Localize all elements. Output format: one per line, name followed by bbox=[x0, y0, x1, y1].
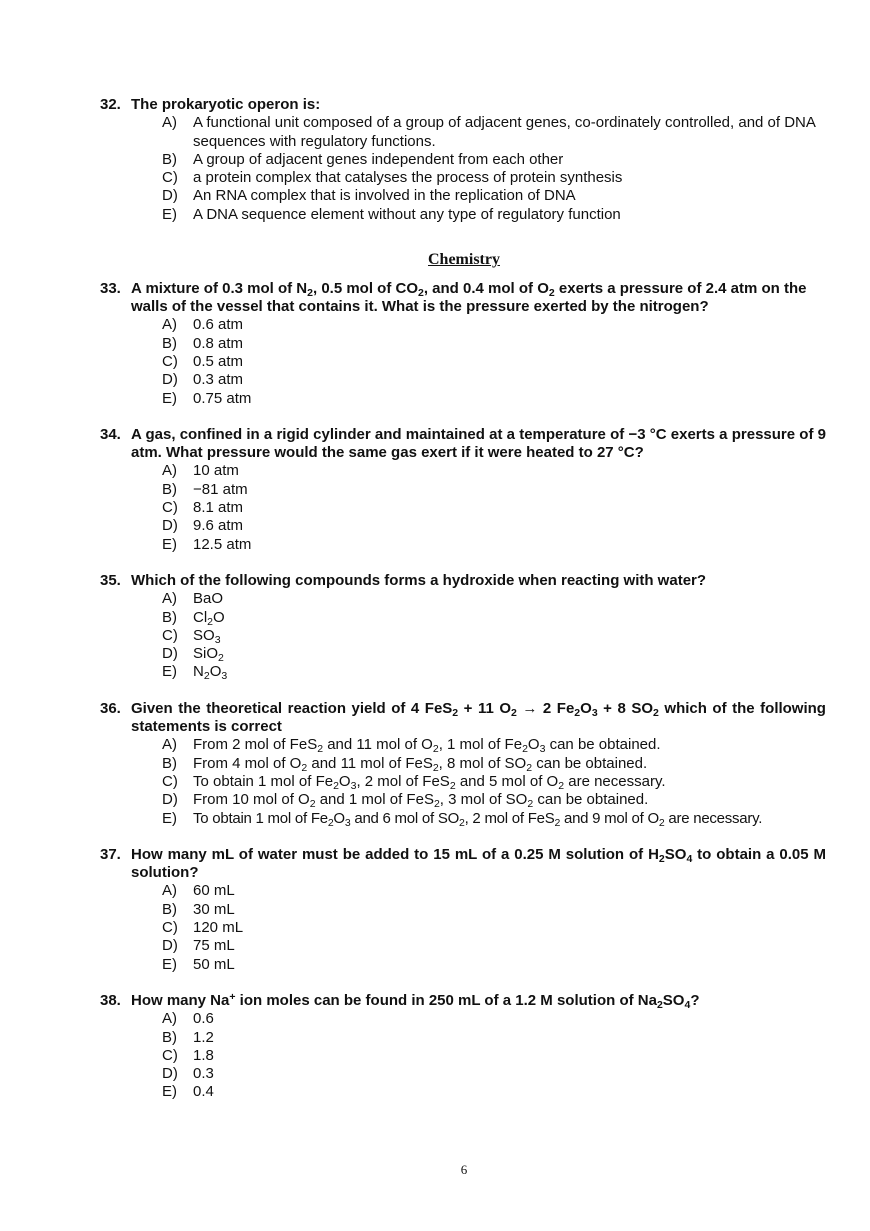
answer-options bbox=[162, 882, 826, 973]
answer-option-d[interactable]: D) SiO$_2$ bbox=[162, 645, 224, 665]
answer-option-e[interactable]: E) To obtain 1 mol of $Fe_2O_3$ and 6 mol of $SO_2$, 2 mol of FeS$_2$ and 9 mol of $O_2$ are necessary. bbox=[162, 809, 763, 829]
answer-option-b[interactable]: B) −81 atm bbox=[162, 480, 248, 498]
answer-option-c[interactable]: C) 8.1 atm bbox=[162, 499, 244, 516]
answer-option-a[interactable]: A) BaO bbox=[162, 590, 224, 608]
answer-option-c[interactable]: C) To obtain 1 mol of $Fe_2O_3$, 2 mol of FeS$_2$ and 5 mol of $O_2$ are necessary. bbox=[162, 773, 666, 792]
answer-option-d[interactable]: D) 9.6 atm bbox=[162, 517, 244, 535]
question-stem bbox=[100, 846, 826, 882]
answer-option-e[interactable]: E) 50 mL bbox=[162, 955, 235, 973]
section-title: Chemistry bbox=[428, 251, 500, 268]
answer-option-a[interactable]: A) 60 mL bbox=[162, 882, 235, 900]
question-number: 38. bbox=[100, 992, 121, 1009]
question-32 bbox=[100, 96, 826, 224]
answer-option-c[interactable]: C) 1.8 bbox=[162, 1046, 214, 1064]
answer-option-e[interactable]: E) A DNA sequence element without any type of regulatory function bbox=[162, 205, 621, 223]
question-number: 33. bbox=[100, 280, 121, 297]
question-stem bbox=[100, 280, 826, 316]
answer-option-a[interactable]: A) A functional unit composed of a group of adjacent genes, co-ordinately controlled, and of DNA sequences with regulatory functions. bbox=[162, 114, 816, 150]
question-stem bbox=[100, 700, 826, 736]
answer-option-e[interactable]: E) 0.4 bbox=[162, 1083, 214, 1101]
question-36 bbox=[100, 700, 826, 828]
answer-option-a[interactable]: A) 10 atm bbox=[162, 462, 239, 480]
answer-option-a[interactable]: A) 0.6 bbox=[162, 1010, 214, 1028]
answer-option-b[interactable]: B) A group of adjacent genes independent from each other bbox=[162, 150, 564, 168]
answer-option-b[interactable]: B) 1.2 bbox=[162, 1028, 214, 1046]
question-stem bbox=[100, 96, 826, 114]
answer-option-d[interactable]: D) 75 mL bbox=[162, 937, 235, 955]
question-number: 32. bbox=[100, 96, 121, 113]
answer-option-c[interactable]: C) 120 mL bbox=[162, 919, 244, 936]
answer-option-d[interactable]: D) 0.3 bbox=[162, 1065, 214, 1083]
answer-options bbox=[162, 590, 826, 681]
question-35 bbox=[100, 572, 826, 682]
question-number: 36. bbox=[100, 700, 121, 717]
question-34 bbox=[100, 426, 826, 554]
answer-option-a[interactable]: A) 0.6 atm bbox=[162, 316, 244, 334]
question-text: How many mL of water must be added to 15 mL of a 0.25 M solution of $H_2SO_4$ to obtain a 0.05 M solution? bbox=[131, 846, 826, 882]
page-number: 6 bbox=[460, 1162, 468, 1177]
question-text: The prokaryotic operon is: bbox=[131, 96, 321, 113]
answer-options bbox=[162, 1010, 826, 1101]
question-number: 34. bbox=[100, 426, 121, 443]
answer-options bbox=[162, 462, 826, 553]
question-37 bbox=[100, 846, 826, 974]
answer-option-a[interactable]: A) From 2 mol of FeS$_2$ and 11 mol of $O_2$, 1 mol of $Fe_2O_3$ can be obtained. bbox=[162, 736, 661, 756]
question-33 bbox=[100, 280, 826, 408]
answer-option-b[interactable]: B) From 4 mol of $O_2$ and 11 mol of FeS$_2$, 8 mol of $SO_2$ can be obtained. bbox=[162, 754, 648, 774]
question-stem bbox=[100, 572, 826, 590]
answer-option-d[interactable]: D) From 10 mol of $O_2$ and 1 mol of FeS$_2$, 3 mol of $SO_2$ can be obtained. bbox=[162, 791, 649, 811]
answer-options bbox=[162, 114, 826, 224]
question-text: Given the theoretical reaction yield of 4 FeS$_2$ + 11 $O_2 \to 2$ $Fe_2O_3 + 8$ $SO_2$ which of the following statements is correct bbox=[131, 700, 826, 736]
answer-option-e[interactable]: E) $N_2O_3$ bbox=[162, 663, 228, 683]
question-text: A mixture of 0.3 mol of $N_2$, 0.5 mol of $CO_2$, and 0.4 mol of $O_2$ exerts a pressure of 2.4 atm on the walls of the vessel that contains it. What is the pressure exerted by the nitrogen? bbox=[131, 280, 807, 316]
answer-option-d[interactable]: D) 0.3 atm bbox=[162, 371, 244, 389]
answer-option-c[interactable]: C) a protein complex that catalyses the process of protein synthesis bbox=[162, 169, 623, 187]
question-text: A gas, confined in a rigid cylinder and maintained at a temperature of −3 °C exerts a pressure of 9 atm. What pressure would the same gas exert if it were heated to 27 °C? bbox=[131, 426, 826, 462]
question-38 bbox=[100, 992, 826, 1102]
question-number: 37. bbox=[100, 846, 121, 863]
answer-option-d[interactable]: D) An RNA complex that is involved in the replication of DNA bbox=[162, 187, 576, 205]
answer-options bbox=[162, 316, 826, 407]
question-text: Which of the following compounds forms a hydroxide when reacting with water? bbox=[131, 572, 707, 589]
answer-options bbox=[162, 736, 826, 827]
answer-option-c[interactable]: C) 0.5 atm bbox=[162, 353, 244, 370]
answer-option-e[interactable]: E) 12.5 atm bbox=[162, 535, 252, 553]
question-stem bbox=[100, 426, 826, 462]
answer-option-b[interactable]: B) 0.8 atm bbox=[162, 334, 244, 352]
answer-option-b[interactable]: B) 30 mL bbox=[162, 900, 235, 918]
question-text: How many Na+ ion moles can be found in 250 mL of a 1.2 M solution of $Na_2SO_4$? bbox=[131, 991, 700, 1011]
question-stem bbox=[100, 992, 826, 1010]
answer-option-c[interactable]: C) $SO_3$ bbox=[162, 626, 221, 646]
answer-option-e[interactable]: E) 0.75 atm bbox=[162, 389, 252, 407]
answer-option-b[interactable]: B) $Cl_2O$ bbox=[162, 608, 225, 628]
question-number: 35. bbox=[100, 572, 121, 589]
